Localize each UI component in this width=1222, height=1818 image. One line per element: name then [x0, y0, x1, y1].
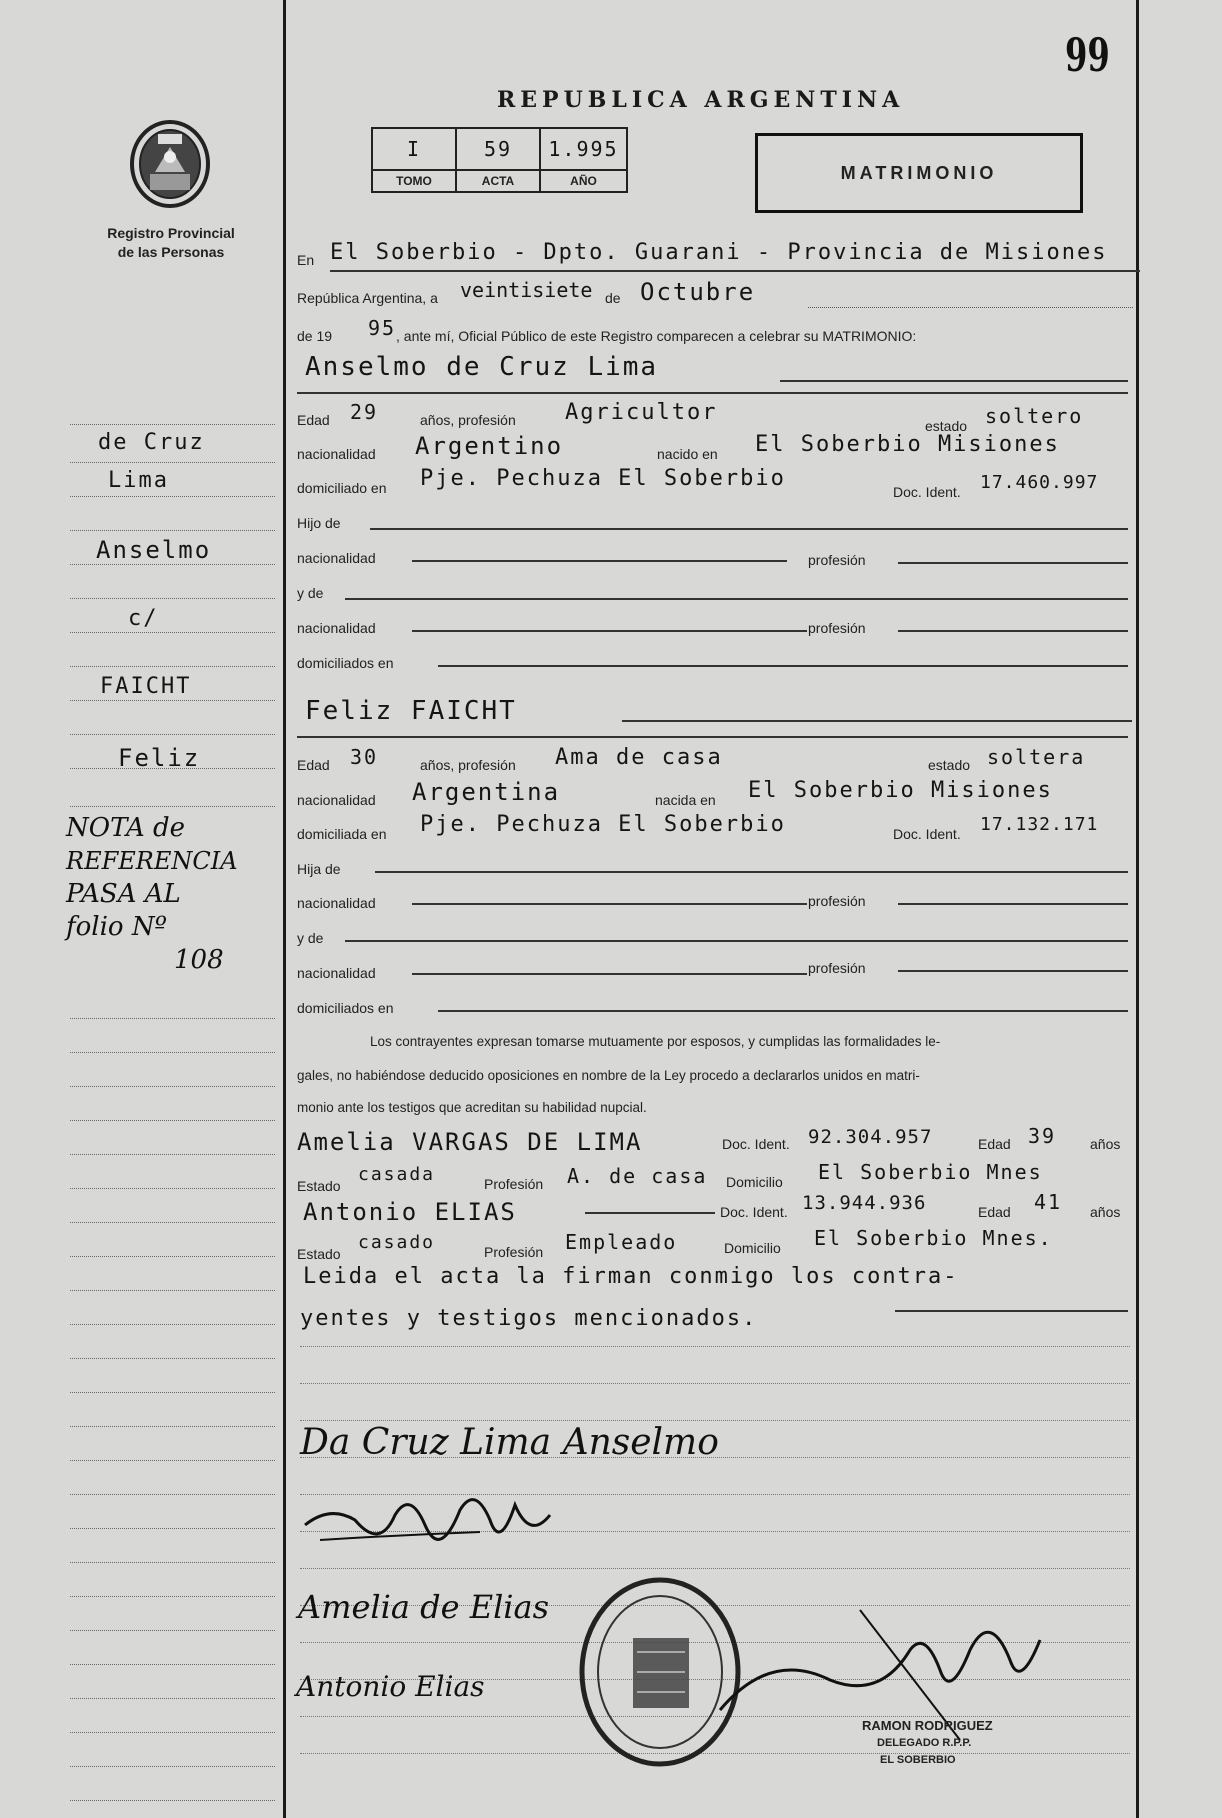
witness-1-status-label: Estado	[297, 1178, 341, 1194]
witness-2-profession-label: Profesión	[484, 1244, 544, 1260]
margin-groom-first-name: Anselmo	[96, 536, 212, 564]
bride-doc: 17.132.171	[980, 814, 1099, 835]
groom-mother-profession-label: profesión	[808, 620, 866, 636]
bride-mother-nationality-label: nacionalidad	[297, 965, 376, 981]
witness-1-years-label: años	[1090, 1136, 1121, 1152]
bride-and-of-label: y de	[297, 930, 324, 946]
bride-civil-status: soltera	[987, 745, 1086, 769]
day-value: veintisiete	[460, 278, 593, 302]
groom-profession: Agricultor	[565, 400, 718, 425]
bride-daughter-of-label: Hija de	[297, 861, 341, 877]
groom-status-label: estado	[925, 418, 968, 434]
official-place: EL SOBERBIO	[880, 1754, 956, 1766]
margin-conjunction: c/	[128, 606, 159, 631]
month-value: Octubre	[640, 278, 756, 306]
official-name: RAMON RODRIGUEZ	[862, 1718, 993, 1733]
reference-box	[371, 127, 628, 193]
margin-bride-surname: FAICHT	[100, 674, 192, 699]
groom-years-profession-label: años, profesión	[420, 412, 516, 428]
bride-address-label: domiciliada en	[297, 826, 387, 842]
groom-age-label: Edad	[297, 412, 330, 428]
bride-years-profession-label: años, profesión	[420, 757, 516, 773]
provincial-coat-of-arms-icon	[125, 112, 215, 212]
witness-2-years-label: años	[1090, 1204, 1121, 1220]
groom-parents-address-label: domiciliados en	[297, 655, 394, 671]
year-prefix: de 19	[297, 328, 333, 344]
signature-witness-2: Antonio Elias	[296, 1670, 485, 1703]
bride-mother-profession-label: profesión	[808, 960, 866, 976]
margin-groom-surname-2: Lima	[108, 468, 169, 493]
witness-1-age-label: Edad	[978, 1136, 1011, 1152]
witness-2-status: casado	[358, 1232, 436, 1253]
declaration-line-2: gales, no habiéndose deducido oposiciones en nombre de la Ley procedo a declararlos unidos en matri-	[297, 1068, 920, 1083]
signature-bride	[300, 1480, 560, 1590]
reference-note-line-2: REFERENCIA	[66, 847, 238, 875]
margin-bride-first-name: Feliz	[118, 744, 201, 772]
reference-note-line-1: NOTA de	[66, 813, 186, 843]
margin-groom-surname: de Cruz	[98, 430, 205, 455]
closing-note-line-2: yentes y testigos mencionados.	[300, 1306, 758, 1331]
groom-mother-nationality-label: nacionalidad	[297, 620, 376, 636]
registry-name-line-1: Registro Provincial	[107, 225, 235, 241]
witness-1-name: Amelia VARGAS DE LIMA	[297, 1128, 643, 1156]
witness-2-doc-label: Doc. Ident.	[720, 1204, 788, 1220]
ano-value: 1.995	[540, 128, 627, 170]
witness-1-address-label: Domicilio	[726, 1174, 783, 1190]
reference-note-folio: 108	[174, 945, 224, 975]
groom-nationality: Argentino	[415, 432, 564, 460]
bride-father-nationality-label: nacionalidad	[297, 895, 376, 911]
signature-groom: Da Cruz Lima Anselmo	[300, 1422, 719, 1463]
bride-address: Pje. Pechuza El Soberbio	[420, 812, 786, 837]
republic-label: República Argentina, a	[297, 290, 438, 306]
witness-1-doc-label: Doc. Ident.	[722, 1136, 790, 1152]
witness-2-status-label: Estado	[297, 1246, 341, 1262]
act-type-box	[755, 133, 1083, 213]
groom-birthplace: El Soberbio Misiones	[755, 432, 1060, 457]
bride-nationality: Argentina	[412, 778, 561, 806]
groom-birthplace-label: nacido en	[657, 446, 718, 462]
reference-note-line-4: folio Nº	[66, 912, 167, 942]
tomo-value: I	[372, 128, 456, 170]
witness-2-age: 41	[1034, 1190, 1063, 1214]
witness-2-name: Antonio ELIAS	[303, 1198, 517, 1226]
witness-1-profession: A. de casa	[567, 1164, 708, 1188]
ano-label: AÑO	[540, 170, 627, 192]
witness-1-address: El Soberbio Mnes	[818, 1160, 1043, 1184]
place-label: En	[297, 252, 315, 268]
groom-father-nationality-label: nacionalidad	[297, 550, 376, 566]
bride-name: Feliz FAICHT	[305, 696, 517, 726]
year-value: 95	[368, 316, 397, 340]
bride-nationality-label: nacionalidad	[297, 792, 376, 808]
witness-1-age: 39	[1028, 1124, 1057, 1148]
bride-age: 30	[350, 745, 379, 769]
bride-parents-address-label: domiciliados en	[297, 1000, 394, 1016]
witness-1-status: casada	[358, 1164, 436, 1185]
margin-reference-note	[66, 812, 238, 977]
registry-name	[80, 224, 262, 262]
closing-note-line-1: Leida el acta la firman conmigo los contra-	[303, 1264, 959, 1289]
bride-doc-label: Doc. Ident.	[893, 826, 961, 842]
intro-statement: , ante mí, Oficial Público de este Registro comparecen a celebrar su MATRIMONIO:	[396, 328, 917, 344]
place-value: El Soberbio - Dpto. Guarani - Provincia de Misiones	[330, 240, 1108, 265]
acta-value: 59	[456, 128, 540, 170]
bride-profession: Ama de casa	[555, 745, 723, 770]
declaration-line-3: monio ante los testigos que acreditan su habilidad nupcial.	[297, 1100, 647, 1115]
groom-doc: 17.460.997	[980, 472, 1099, 493]
witness-2-age-label: Edad	[978, 1204, 1011, 1220]
groom-address: Pje. Pechuza El Soberbio	[420, 466, 786, 491]
act-type-label: MATRIMONIO	[840, 162, 998, 183]
groom-father-profession-label: profesión	[808, 552, 866, 568]
groom-age: 29	[350, 400, 379, 424]
witness-2-profession: Empleado	[565, 1230, 678, 1254]
month-label: de	[605, 290, 621, 306]
bride-birthplace: El Soberbio Misiones	[748, 778, 1053, 803]
witness-1-doc: 92.304.957	[808, 1126, 933, 1148]
folio-number: 99	[1065, 28, 1110, 82]
bride-father-profession-label: profesión	[808, 893, 866, 909]
acta-label: ACTA	[456, 170, 540, 192]
witness-2-doc: 13.944.936	[802, 1192, 927, 1214]
groom-nationality-label: nacionalidad	[297, 446, 376, 462]
registry-name-line-2: de las Personas	[117, 244, 225, 260]
tomo-label: TOMO	[372, 170, 456, 192]
bride-status-label: estado	[928, 757, 971, 773]
bride-age-label: Edad	[297, 757, 330, 773]
groom-son-of-label: Hijo de	[297, 515, 341, 531]
right-margin-rule	[1136, 0, 1139, 1818]
groom-address-label: domiciliado en	[297, 480, 387, 496]
witness-2-address-label: Domicilio	[724, 1240, 781, 1256]
bride-birthplace-label: nacida en	[655, 792, 716, 808]
official-title: DELEGADO R.P.P.	[877, 1737, 972, 1749]
reference-note-line-3: PASA AL	[66, 879, 181, 909]
groom-doc-label: Doc. Ident.	[893, 484, 961, 500]
left-margin-rule	[283, 0, 286, 1818]
witness-1-profession-label: Profesión	[484, 1176, 544, 1192]
groom-and-of-label: y de	[297, 585, 324, 601]
witness-2-address: El Soberbio Mnes.	[814, 1226, 1053, 1250]
country-title: REPUBLICA ARGENTINA	[497, 87, 905, 113]
declaration-line-1: Los contrayentes expresan tomarse mutuamente por esposos, y cumplidas las formalidades le-	[370, 1034, 941, 1049]
signature-witness-1: Amelia de Elias	[298, 1588, 550, 1626]
groom-civil-status: soltero	[985, 404, 1084, 428]
groom-name: Anselmo de Cruz Lima	[305, 352, 659, 382]
